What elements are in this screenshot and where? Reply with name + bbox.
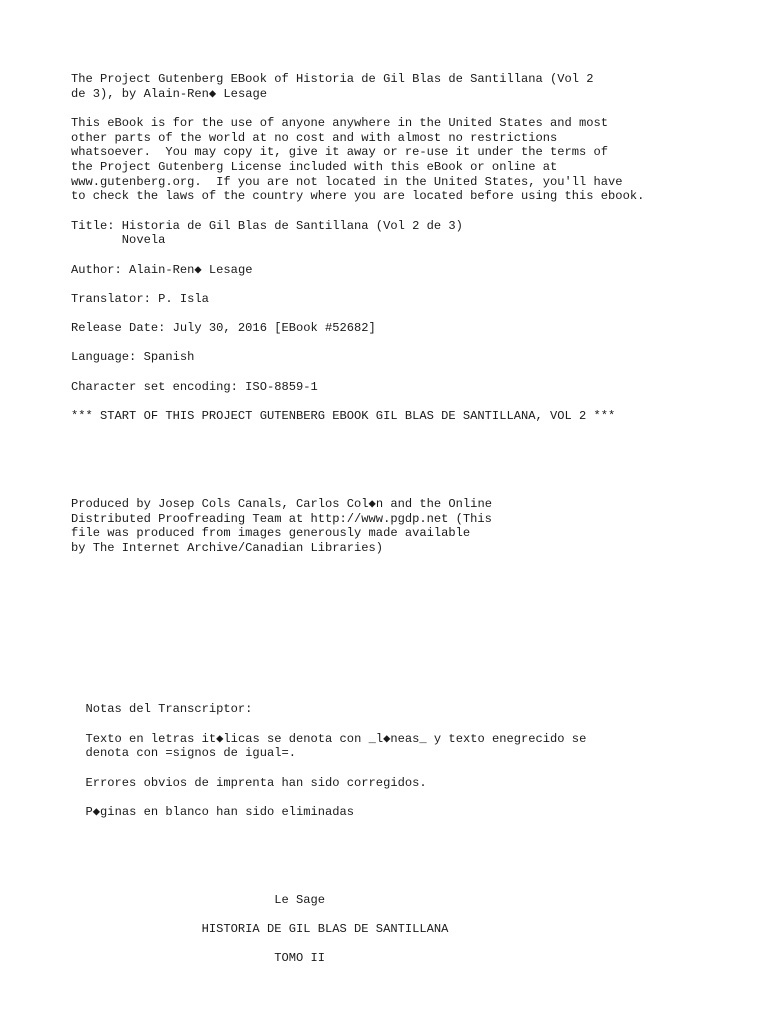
text-line: de 3), by Alain-Ren◆ Lesage — [71, 86, 267, 101]
text-line — [71, 482, 644, 497]
text-line: Notas del Transcriptor: — [71, 702, 253, 717]
text-line — [71, 556, 644, 571]
text-line: P◆ginas en blanco han sido eliminadas — [71, 804, 355, 819]
text-line — [71, 424, 644, 439]
text-line: whatsoever. You may copy it, give it away or re-use it under the terms of — [71, 145, 609, 160]
text-line — [71, 365, 644, 380]
text-line: by The Internet Archive/Canadian Libraries) — [71, 541, 384, 555]
text-line: The Project Gutenberg EBook of Historia de Gil Blas de Santillana (Vol 2 — [71, 72, 594, 86]
text-line: Translator: P. Isla — [71, 291, 209, 306]
text-line — [71, 629, 644, 644]
text-line — [71, 336, 644, 351]
text-line — [71, 790, 644, 805]
text-line — [71, 907, 644, 922]
text-line — [71, 863, 644, 878]
text-line: Le Sage — [71, 892, 326, 907]
text-line: Character set encoding: ISO-8859-1 — [71, 379, 318, 394]
text-line — [71, 307, 644, 322]
text-line — [71, 453, 644, 468]
text-line — [71, 600, 644, 615]
text-line: Release Date: July 30, 2016 [EBook #52682] — [71, 321, 376, 336]
text-line — [71, 834, 644, 849]
text-line: Title: Historia de Gil Blas de Santillana (Vol 2 de 3) — [71, 218, 463, 233]
text-line — [71, 614, 644, 629]
text-line — [71, 937, 644, 952]
text-line: to check the laws of the country where you are located before using this ebook. — [71, 189, 645, 204]
text-line: TOMO II — [71, 951, 326, 966]
text-line — [71, 468, 644, 483]
text-line — [71, 101, 644, 116]
text-line — [71, 277, 644, 292]
text-line — [71, 658, 644, 673]
document-text — [71, 72, 644, 966]
text-line — [71, 438, 644, 453]
text-line: file was produced from images generously made available — [71, 526, 471, 541]
text-line — [71, 570, 644, 585]
text-line — [71, 717, 644, 732]
text-line: Author: Alain-Ren◆ Lesage — [71, 262, 253, 277]
text-line — [71, 644, 644, 659]
text-line: denota con =signos de igual=. — [71, 746, 296, 761]
text-line — [71, 585, 644, 600]
text-line: HISTORIA DE GIL BLAS DE SANTILLANA — [71, 922, 449, 937]
text-line — [71, 761, 644, 776]
text-line: other parts of the world at no cost and with almost no restrictions — [71, 130, 558, 145]
text-line — [71, 688, 644, 703]
text-line — [71, 204, 644, 219]
text-line — [71, 394, 644, 409]
text-line: Novela — [71, 233, 166, 248]
text-line: Produced by Josep Cols Canals, Carlos Col◆n and the Online — [71, 497, 492, 512]
text-line: Texto en letras it◆licas se denota con _l◆neas_ y texto enegrecido se — [71, 731, 587, 746]
text-line: Distributed Proofreading Team at http://www.pgdp.net (This — [71, 511, 492, 526]
text-line: www.gutenberg.org. If you are not located in the United States, you'll have — [71, 174, 623, 189]
text-line — [71, 849, 644, 864]
text-line — [71, 248, 644, 263]
text-line: Errores obvios de imprenta han sido corregidos. — [71, 775, 427, 790]
text-line: the Project Gutenberg License included with this eBook or online at — [71, 159, 558, 174]
text-line: Language: Spanish — [71, 350, 195, 365]
text-line — [71, 673, 644, 688]
text-line: This eBook is for the use of anyone anywhere in the United States and most — [71, 115, 609, 130]
text-line — [71, 819, 644, 834]
text-line — [71, 878, 644, 893]
text-line: *** START OF THIS PROJECT GUTENBERG EBOOK GIL BLAS DE SANTILLANA, VOL 2 *** — [71, 409, 616, 424]
